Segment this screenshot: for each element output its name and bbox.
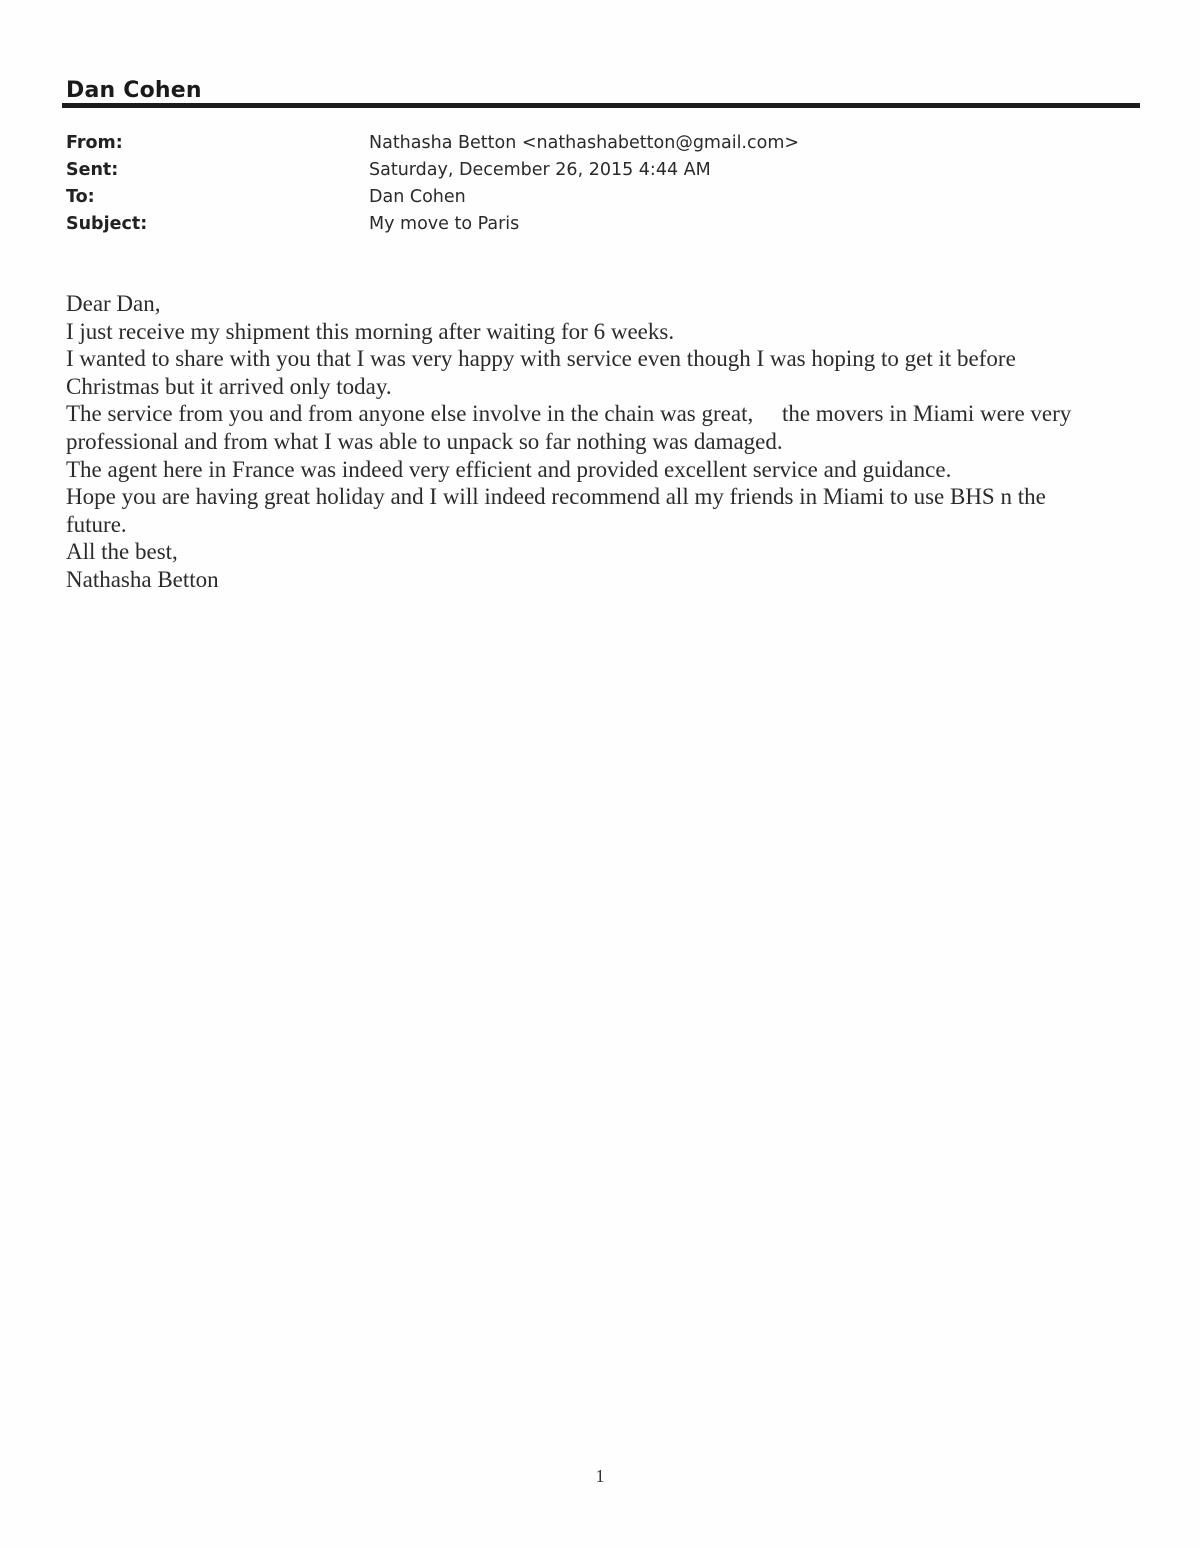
to-label: To:: [66, 187, 95, 207]
body-line: future.: [66, 511, 127, 537]
body-line: The agent here in France was indeed very efficient and provided excellent service and guidance.: [66, 456, 952, 482]
subject-value: My move to Paris: [369, 214, 520, 234]
email-body: [66, 290, 1126, 594]
meta-row-from: [66, 133, 1066, 160]
body-line-signature: Nathasha Betton: [66, 566, 219, 592]
subject-label: Subject:: [66, 214, 148, 234]
meta-row-to: [66, 187, 1066, 214]
body-line-closing: All the best,: [66, 539, 178, 565]
body-line-greeting: Dear Dan,: [66, 291, 161, 316]
page-number: 1: [595, 1466, 605, 1486]
header-divider: [62, 103, 1140, 108]
to-value: Dan Cohen: [369, 187, 466, 207]
mailbox-owner-name: Dan Cohen: [66, 78, 202, 103]
body-line: professional and from what I was able to unpack so far nothing was damaged.: [66, 428, 783, 454]
sent-value: Saturday, December 26, 2015 4:44 AM: [369, 160, 711, 180]
meta-row-subject: [66, 214, 1066, 241]
body-line: Christmas but it arrived only today.: [66, 373, 392, 399]
body-line: Hope you are having great holiday and I will indeed recommend all my friends in Miami to use BHS n the: [66, 484, 1046, 510]
meta-row-sent: [66, 160, 1066, 187]
from-value: Nathasha Betton <nathashabetton@gmail.com>: [369, 133, 800, 153]
body-line: The service from you and from anyone else involve in the chain was great, the movers in Miami were very: [66, 401, 1072, 427]
email-metadata: [66, 133, 1066, 241]
body-line: I wanted to share with you that I was very happy with service even though I was hoping to get it before: [66, 346, 1016, 372]
body-line: I just receive my shipment this morning after waiting for 6 weeks.: [66, 318, 675, 344]
sent-label: Sent:: [66, 160, 119, 180]
from-label: From:: [66, 133, 123, 153]
